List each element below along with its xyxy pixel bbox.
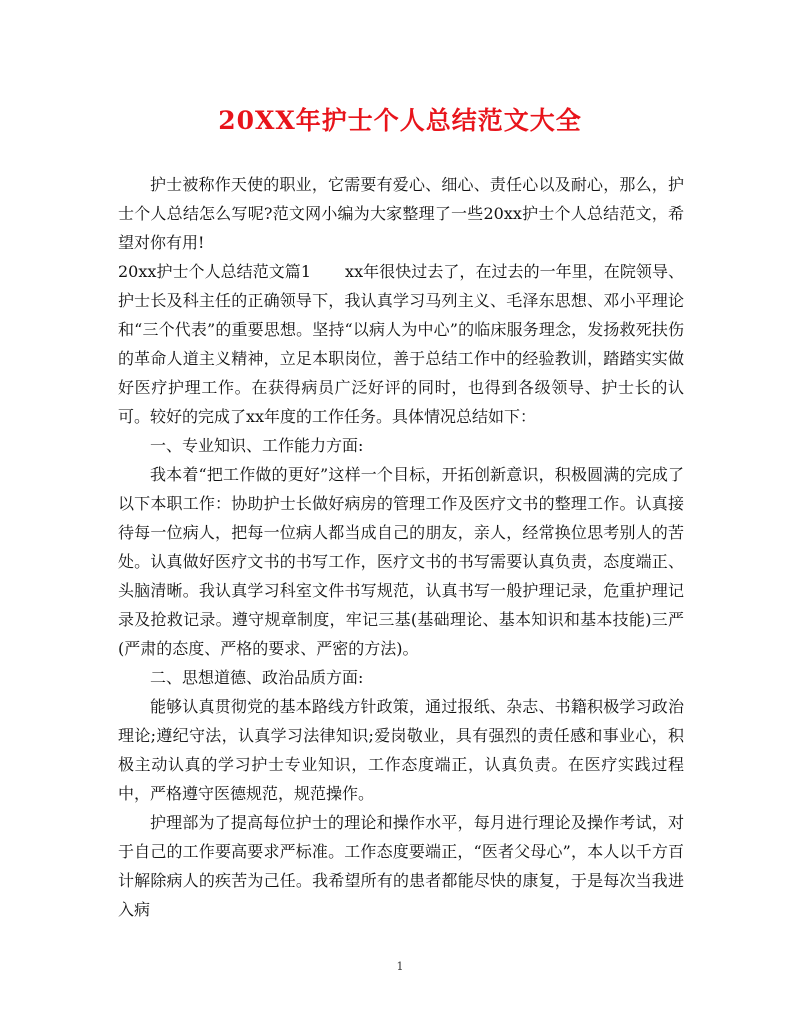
heading-professional: 一、专业知识、工作能力方面: <box>150 436 364 455</box>
heading-moral: 二、思想道德、政治品质方面: <box>150 668 364 687</box>
page-number: 1 <box>396 960 404 973</box>
section-text: xx年很快过去了，在过去的一年里，在院领导、护士长及科主任的正确领导下，我认真学习马列主义、毛泽东思想、邓小平理论和“三个代表”的重要思想。坚持“以病人为中心”的临床服务理念，发扬救死扶伤的革命人道主义精神，立足本职岗位，善于总结工作中的经验教训，踏踏实实做好医疗护理工作。在获得病员广泛好评的同时，也得到各级领导、护士长的认可。较好的完成了xx年度的工作任务。具体情况总结如下： <box>118 262 684 426</box>
moral-paragraph: 能够认真贯彻党的基本路线方针政策，通过报纸、杂志、书籍积极学习政治理论;遵纪守法，认真学习法律知识;爱岗敬业，具有强烈的责任感和事业心，积极主动认真的学习护士专业知识，工作态度端正，认真负责。在医疗实践过程中，严格遵守医德规范，规范操作。 <box>118 697 684 803</box>
intro-paragraph: 护士被称作天使的职业，它需要有爱心、细心、责任心以及耐心，那么，护士个人总结怎么写呢?范文网小编为大家整理了一些20xx护士个人总结范文，希望对你有用! <box>118 175 684 252</box>
section-label: 20xx护士个人总结范文篇1 <box>118 262 312 281</box>
document-title: 20XX年护士个人总结范文大全 <box>218 106 582 135</box>
nursing-paragraph: 护理部为了提高每位护士的理论和操作水平，每月进行理论及操作考试，对于自己的工作要高要求严标准。工作态度要端正，“医者父母心”，本人以千方百计解除病人的疾苦为己任。我希望所有的患者都能尽快的康复，于是每次当我进入病 <box>118 813 684 919</box>
professional-paragraph: 我本着“把工作做的更好”这样一个目标，开拓创新意识，积极圆满的完成了以下本职工作：协助护士长做好病房的管理工作及医疗文书的整理工作。认真接待每一位病人，把每一位病人都当成自己的朋友，亲人，经常换位思考别人的苦处。认真做好医疗文书的书写工作，医疗文书的书写需要认真负责，态度端正、头脑清晰。我认真学习科室文件书写规范，认真书写一般护理记录，危重护理记录及抢救记录。遵守规章制度，牢记三基(基础理论、基本知识和基本技能)三严(严肃的态度、严格的要求、严密的方法)。 <box>118 465 684 658</box>
document-body <box>118 170 684 924</box>
section-paragraph <box>118 257 684 431</box>
